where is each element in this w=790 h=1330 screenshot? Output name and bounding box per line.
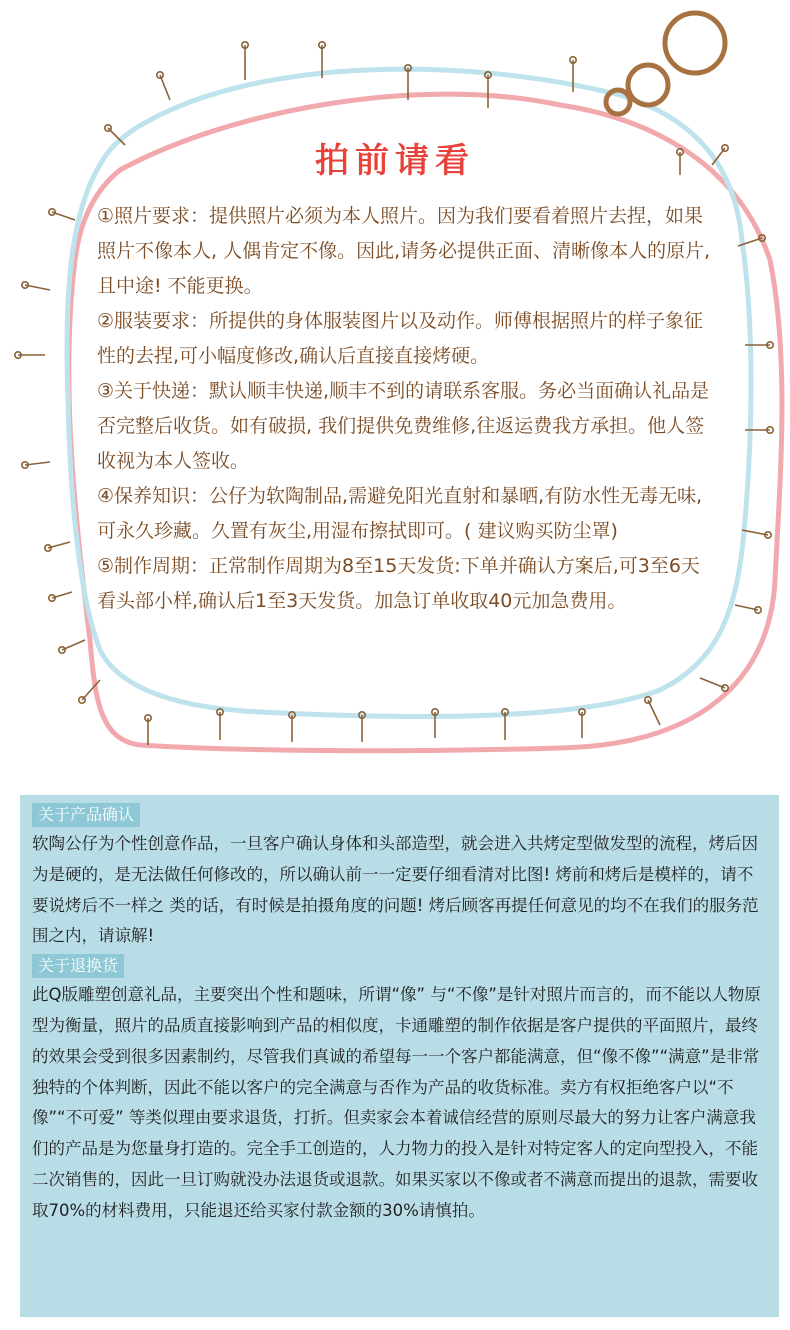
pin-stem — [700, 678, 725, 688]
notice-item-shipping: ③关于快递：默认顺丰快递,顺丰不到的请联系客服。务必当面确认礼品是否完整后收货。如有破损, 我们提供免费维修,往返运费我方承担。他人签收视为本人签收。 — [97, 380, 710, 472]
pin-stem — [160, 75, 170, 100]
notice-item-production: ⑤制作周期：正常制作周期为8至15天发货:下单并确认方案后,可3至6天看头部小样,确认后1至3天发货。加急订单收取40元加急费用。 — [97, 555, 700, 612]
pin-stem — [648, 700, 660, 725]
policy-panel — [20, 795, 779, 1317]
notice-item-care: ④保养知识：公仔为软陶制品,需避免阳光直射和暴晒,有防水性无毒无味,可永久珍藏。久置有灰尘,用湿布擦拭即可。( 建议购买防尘罩) — [97, 485, 703, 542]
thought-circle-large — [665, 13, 725, 73]
thought-circle-medium — [628, 65, 668, 105]
notice-item-clothing: ②服装要求：所提供的身体服装图片以及动作。师傅根据照片的样子象征性的去捏,可小幅度修改,确认后直接直接烤硬。 — [97, 310, 704, 367]
notice-title: 拍前请看 — [315, 141, 475, 181]
confirm-text: 软陶公仔为个性创意作品，一旦客户确认身体和头部造型，就会进入共烤定型做发型的流程，烤后因为是硬的，是无法做任何修改的，所以确认前一一定要仔细看清对比图! 烤前和烤后是模样的，请不要说烤后不一样之 类的话，有时候是拍摄角度的问题! 烤后顾客再提任何意见的均不在我们的服务范围之内，请谅解! — [32, 834, 759, 946]
confirm-heading: 关于产品确认 — [32, 803, 140, 827]
notice-body — [97, 199, 717, 619]
refund-text: 此Q版雕塑创意礼品，主要突出个性和题味，所谓“像” 与“不像”是针对照片而言的，而不能以人物原型为衡量，照片的品质直接影响到产品的相似度，卡通雕塑的制作依据是客户提供的平面照片，最终的效果会受到很多因素制约，尽管我们真诚的希望每一一个客户都能满意，但“像不像”“满意”是非常独特的个体判断，因此不能以客户的完全满意与否作为产品的收货标准。卖方有权拒绝客户以“不像”“不可爱” 等类似理由要求退货，打折。但卖家会本着诚信经营的原则尽最大的努力让客户满意我们的产品是为您量身打造的。完全手工创造的，人力物力的投入是针对特定客人的定向型投入，不能二次销售的，因此一旦订购就没办法退货或退款。如果买家以不像或者不满意而提出的退款，需要收取70%的材料费用，只能退还给买家付款金额的30%请慎拍。 — [32, 985, 761, 1220]
notice-item-photo: ①照片要求：提供照片必须为本人照片。因为我们要看着照片去捏，如果照片不像本人, 人偶肯定不像。因此,请务必提供正面、清晰像本人的原片,且中途! 不能更换。 — [97, 205, 711, 297]
refund-heading: 关于退换货 — [32, 954, 124, 978]
